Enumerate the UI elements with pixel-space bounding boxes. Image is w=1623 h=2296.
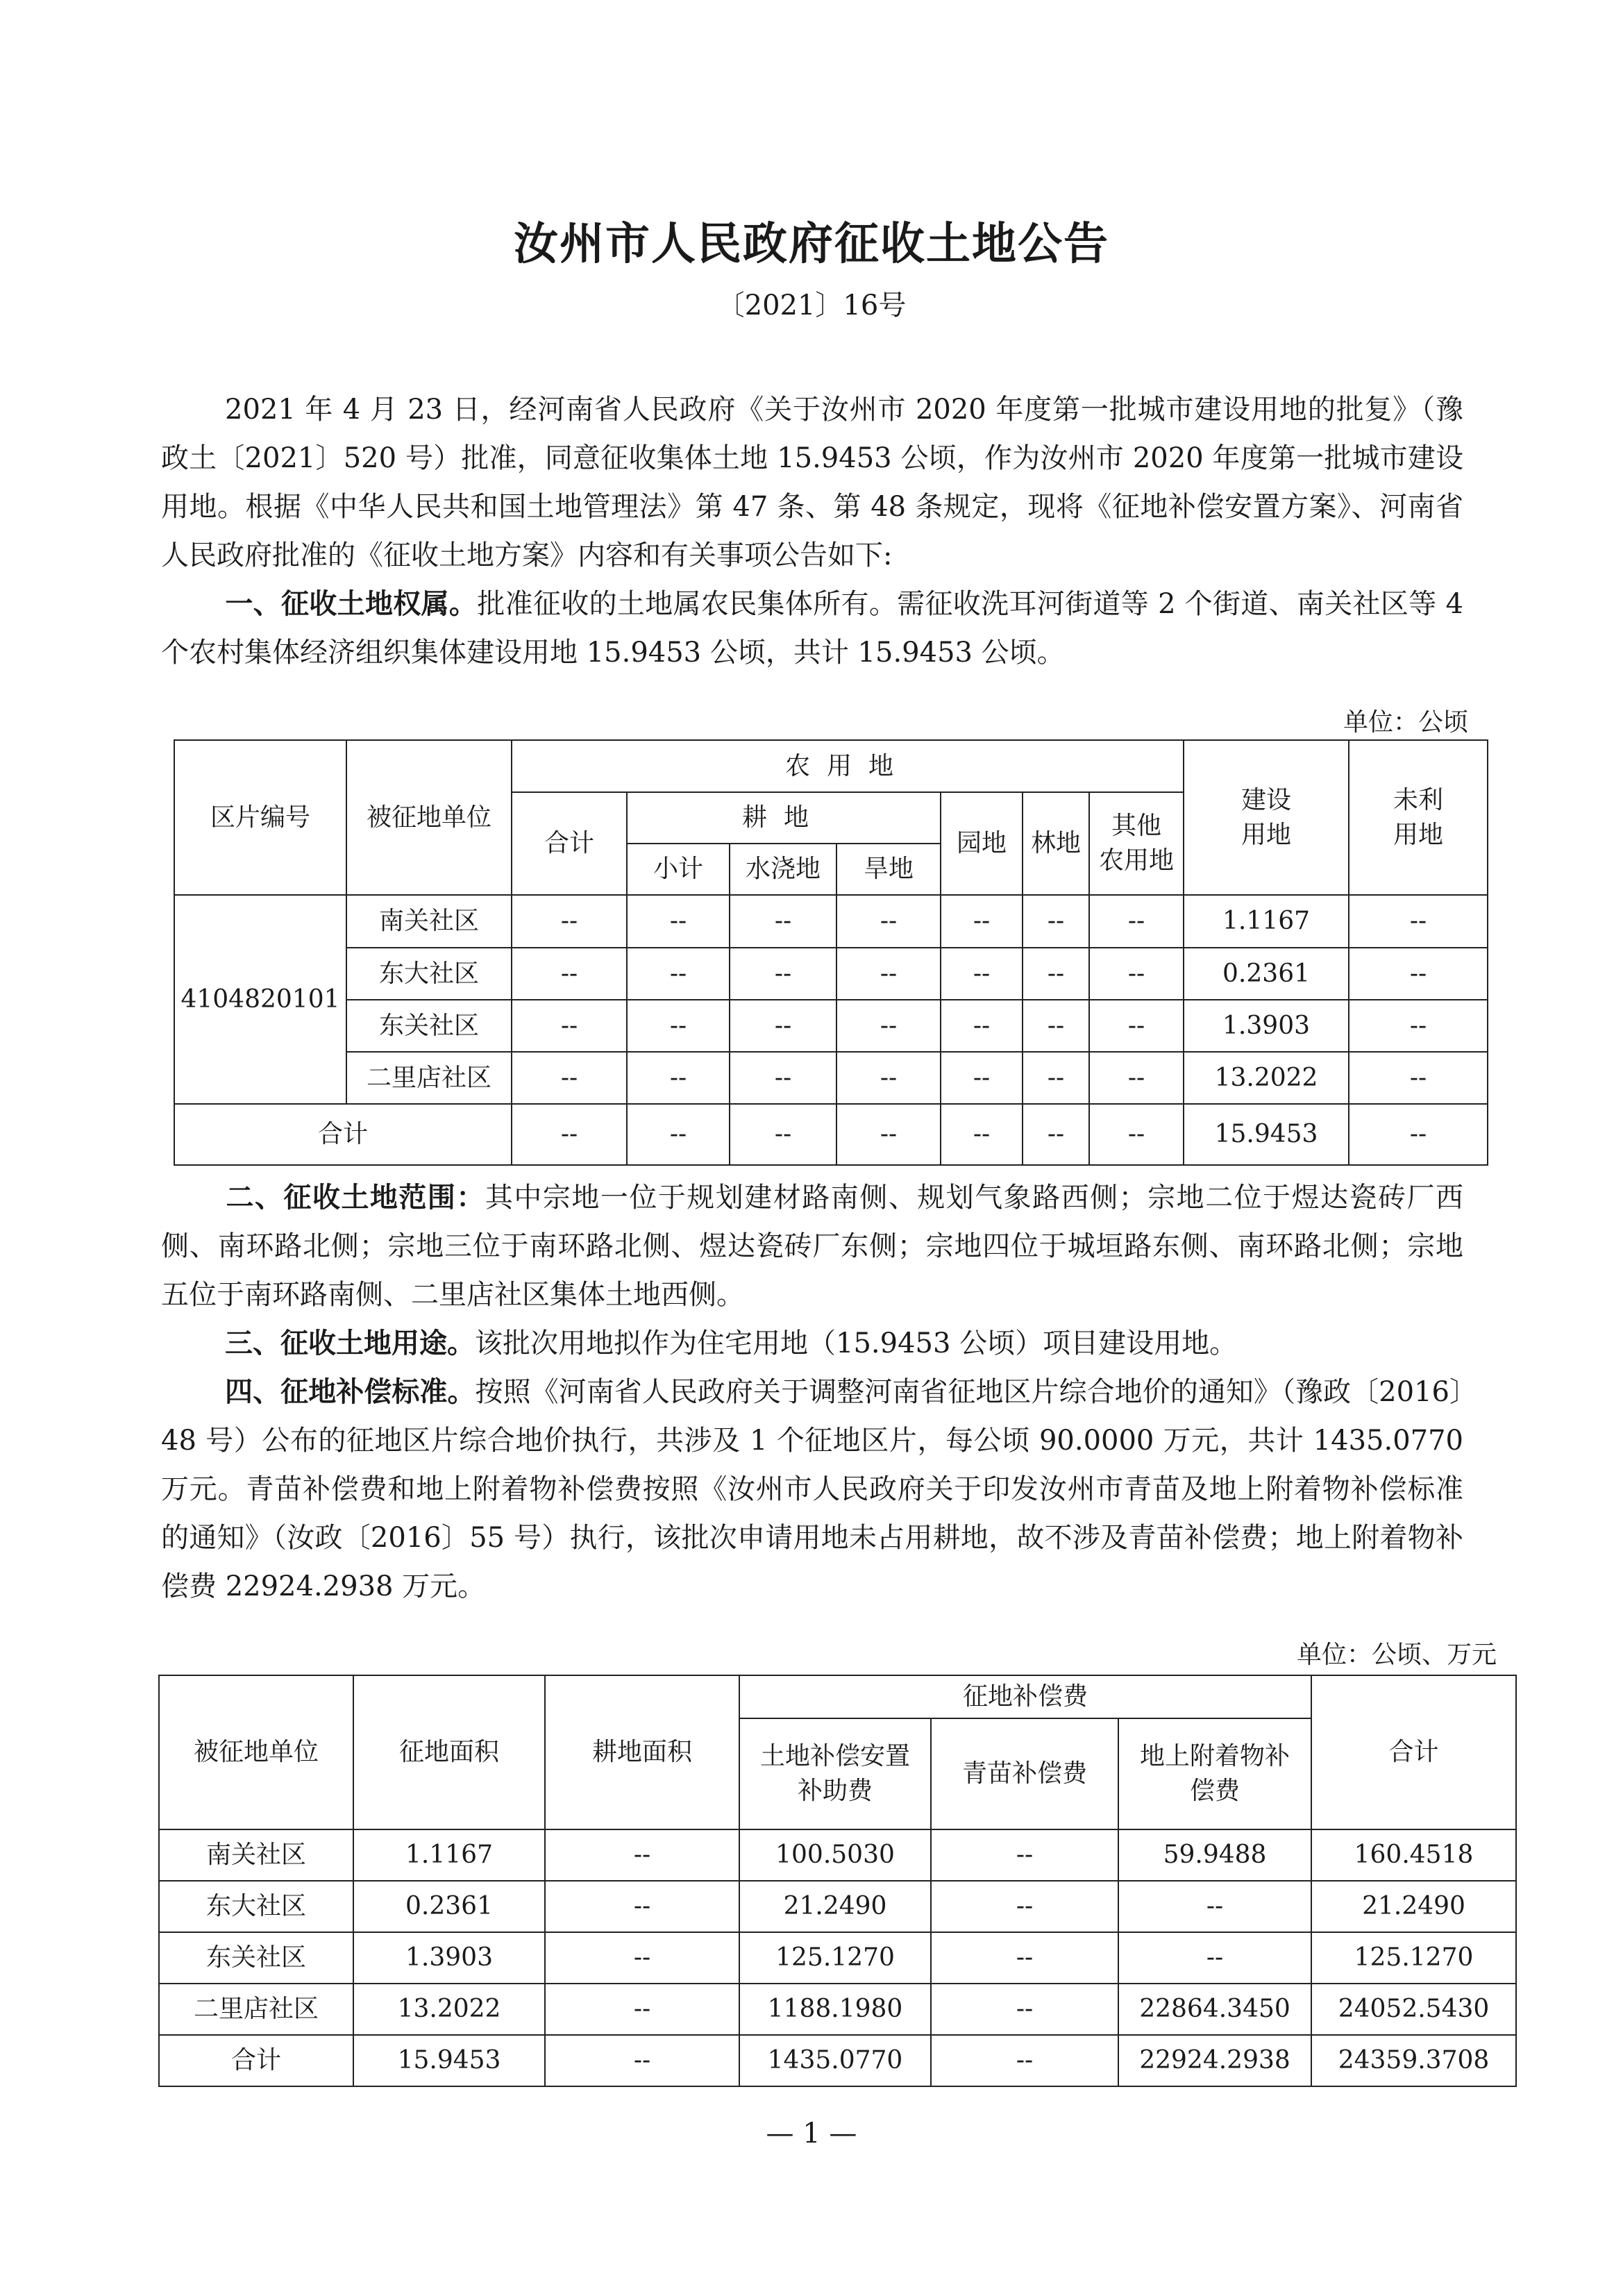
cell-area: 13.2022	[353, 1984, 545, 2035]
cell-unit: 东关社区	[346, 1000, 512, 1052]
header-other-agri-line-2: 农用地	[1099, 846, 1175, 875]
compensation-table	[158, 1675, 1517, 2087]
cell-garden: --	[941, 1052, 1023, 1104]
cell-cultivated-area: --	[545, 1881, 739, 1932]
cell-irrigated: --	[730, 1104, 836, 1165]
cell-crop-comp: --	[931, 1984, 1118, 2035]
cell-unit: 合计	[159, 2035, 353, 2086]
header-forest: 林地	[1023, 792, 1089, 895]
cell-cultivated-area: --	[545, 1829, 739, 1881]
cell-cultivated-area: --	[545, 1984, 739, 2035]
cell-other: --	[1089, 1000, 1184, 1052]
cell-forest: --	[1023, 1104, 1089, 1165]
intro-text: 2021 年 4 月 23 日，经河南省人民政府《关于汝州市 2020 年度第一批城市建设用地的批复》（豫政土〔2021〕520 号）批准，同意征收集体土地 15.9453 公顷，作为汝州市 2020 年度第一批城市建设用地。根据《中华人民共和国土地管理法》第 47 条、第 48 条规定，现将《征地补偿安置方案》、河南省人民政府批准的《征收土地方案》内容和有关事项公告如下:	[161, 394, 1463, 571]
cell-sum-label: 合计	[174, 1104, 512, 1165]
cell-crop-comp: --	[931, 1932, 1118, 1984]
cell-construction: 1.1167	[1184, 895, 1349, 948]
cell-land-comp: 100.5030	[739, 1829, 931, 1881]
cell-forest: --	[1023, 1000, 1089, 1052]
header-unit: 被征地单位	[159, 1675, 353, 1829]
cell-construction: 1.3903	[1184, 1000, 1349, 1052]
cell-dry: --	[836, 948, 941, 1000]
cell-subtotal: --	[627, 1000, 730, 1052]
header-cultivated: 耕地	[627, 792, 941, 844]
cell-cultivated-area: --	[545, 1932, 739, 1984]
cell-garden: --	[941, 1000, 1023, 1052]
header-cultivated-area: 耕地面积	[545, 1675, 739, 1829]
section-2-heading: 二、征收土地范围：	[225, 1182, 485, 1214]
cell-dry: --	[836, 1104, 941, 1165]
table-row	[159, 1829, 1516, 1881]
cell-attach-comp: --	[1118, 1932, 1311, 1984]
table-row	[159, 1932, 1516, 1984]
header-construction-line-1: 建设	[1241, 785, 1292, 814]
cell-area: 0.2361	[353, 1881, 545, 1932]
header-other-agri-line-1: 其他	[1111, 812, 1162, 840]
cell-land-comp: 1188.1980	[739, 1984, 931, 2035]
section-2	[161, 1173, 1463, 1319]
cell-unit: 东大社区	[159, 1881, 353, 1932]
cell-total: 24052.5430	[1311, 1984, 1516, 2035]
cell-total: --	[512, 1000, 627, 1052]
header-attach-comp-line-1: 地上附着物补	[1139, 1742, 1290, 1770]
header-agri: 农用地	[512, 740, 1184, 792]
cell-total: --	[512, 948, 627, 1000]
header-unused-line-2: 用地	[1393, 820, 1444, 849]
cell-cultivated-area: --	[545, 2035, 739, 2086]
cell-land-comp: 21.2490	[739, 1881, 931, 1932]
zone-code-cell: 4104820101	[174, 895, 346, 1104]
cell-irrigated: --	[730, 1000, 836, 1052]
section-1-heading: 一、征收土地权属。	[225, 588, 478, 620]
table-row	[174, 948, 1488, 1000]
header-unused	[1349, 740, 1488, 895]
cell-garden: --	[941, 948, 1023, 1000]
cell-dry: --	[836, 895, 941, 948]
cell-total: --	[512, 895, 627, 948]
intro-paragraph	[161, 385, 1463, 580]
header-unit: 被征地单位	[346, 740, 512, 895]
cell-unit: 南关社区	[346, 895, 512, 948]
table-row	[159, 1881, 1516, 1932]
header-attach-comp	[1118, 1718, 1311, 1829]
cell-total: 24359.3708	[1311, 2035, 1516, 2086]
cell-other: --	[1089, 1052, 1184, 1104]
cell-irrigated: --	[730, 895, 836, 948]
cell-unused: --	[1349, 895, 1488, 948]
cell-subtotal: --	[627, 948, 730, 1000]
table-row	[174, 895, 1488, 948]
header-area: 征地面积	[353, 1675, 545, 1829]
cell-unit: 二里店社区	[346, 1052, 512, 1104]
table-row	[174, 1000, 1488, 1052]
cell-crop-comp: --	[931, 1829, 1118, 1881]
header-construction	[1184, 740, 1349, 895]
section-2-text: 其中宗地一位于规划建材路南侧、规划气象路西侧；宗地二位于煜达瓷砖厂西侧、南环路北侧；宗地三位于南环路北侧、煜达瓷砖厂东侧；宗地四位于城垣路东侧、南环路北侧；宗地五位于南环路南侧、二里店社区集体土地西侧。	[161, 1182, 1464, 1311]
header-total: 合计	[512, 792, 627, 895]
cell-total: 160.4518	[1311, 1829, 1516, 1881]
cell-construction: 13.2022	[1184, 1052, 1349, 1104]
section-3-text: 该批次用地拟作为住宅用地（15.9453 公顷）项目建设用地。	[475, 1327, 1238, 1359]
cell-other: --	[1089, 895, 1184, 948]
cell-garden: --	[941, 895, 1023, 948]
table-row	[174, 1052, 1488, 1104]
section-4-heading: 四、征地补偿标准。	[225, 1376, 476, 1408]
cell-attach-comp: 22864.3450	[1118, 1984, 1311, 2035]
cell-total: 21.2490	[1311, 1881, 1516, 1932]
cell-unit: 东大社区	[346, 948, 512, 1000]
header-irrigated: 水浇地	[730, 844, 836, 895]
cell-unused: --	[1349, 948, 1488, 1000]
cell-area: 1.3903	[353, 1932, 545, 1984]
header-total: 合计	[1311, 1675, 1516, 1829]
cell-dry: --	[836, 1052, 941, 1104]
section-3-heading: 三、征收土地用途。	[225, 1327, 475, 1359]
header-attach-comp-line-2: 偿费	[1189, 1777, 1240, 1805]
header-garden: 园地	[941, 792, 1023, 895]
cell-forest: --	[1023, 948, 1089, 1000]
cell-area: 1.1167	[353, 1829, 545, 1881]
header-land-comp-line-1: 土地补偿安置	[759, 1742, 910, 1770]
table-sum-row	[159, 2035, 1516, 2086]
section-4	[161, 1368, 1463, 1611]
section-1-text: 批准征收的土地属农民集体所有。需征收洗耳河街道等 2 个街道、南关社区等 4 个农村集体经济组织集体建设用地 15.9453 公顷，共计 15.9453 公顷。	[161, 588, 1464, 669]
section-1	[161, 580, 1463, 677]
cell-garden: --	[941, 1104, 1023, 1165]
cell-unit: 南关社区	[159, 1829, 353, 1881]
header-unused-line-1: 未利	[1393, 785, 1444, 814]
cell-dry: --	[836, 1000, 941, 1052]
cell-forest: --	[1023, 1052, 1089, 1104]
table-2-unit: 单位：公顷、万元	[1297, 1641, 1497, 1669]
cell-other: --	[1089, 1104, 1184, 1165]
cell-construction: 0.2361	[1184, 948, 1349, 1000]
cell-total: --	[512, 1104, 627, 1165]
cell-irrigated: --	[730, 1052, 836, 1104]
cell-other: --	[1089, 948, 1184, 1000]
page-number: — 1 —	[766, 2118, 857, 2150]
header-construction-line-2: 用地	[1241, 820, 1292, 849]
header-crop-comp: 青苗补偿费	[931, 1718, 1118, 1829]
cell-total: --	[512, 1052, 627, 1104]
header-dry: 旱地	[836, 844, 941, 895]
cell-land-comp: 125.1270	[739, 1932, 931, 1984]
table-sum-row	[174, 1104, 1488, 1165]
header-land-comp	[739, 1718, 931, 1829]
section-4-text: 按照《河南省人民政府关于调整河南省征地区片综合地价的通知》（豫政〔2016〕48 号）公布的征地区片综合地价执行，共涉及 1 个征地区片，每公顷 90.0000 万元，共计 1435.0770 万元。青苗补偿费和地上附着物补偿费按照《汝州市人民政府关于印发汝州市青苗及地上附着物补偿标准的通知》（汝政〔2016〕55 号）执行，该批次申请用地未占用耕地，故不涉及青苗补偿费；地上附着物补偿费 22924.2938 万元。	[161, 1376, 1464, 1602]
cell-subtotal: --	[627, 895, 730, 948]
cell-unit: 东关社区	[159, 1932, 353, 1984]
cell-unit: 二里店社区	[159, 1984, 353, 2035]
page-title: 汝州市人民政府征收土地公告	[514, 218, 1109, 270]
cell-forest: --	[1023, 895, 1089, 948]
cell-attach-comp: 22924.2938	[1118, 2035, 1311, 2086]
header-subtotal: 小计	[627, 844, 730, 895]
table-row	[159, 1984, 1516, 2035]
cell-crop-comp: --	[931, 1881, 1118, 1932]
table-1-unit: 单位：公顷	[1343, 708, 1469, 737]
section-3	[161, 1319, 1463, 1368]
header-land-comp-line-2: 补助费	[797, 1777, 873, 1805]
cell-subtotal: --	[627, 1052, 730, 1104]
cell-attach-comp: 59.9488	[1118, 1829, 1311, 1881]
cell-area: 15.9453	[353, 2035, 545, 2086]
header-compensation: 征地补偿费	[739, 1675, 1311, 1718]
land-ownership-table	[174, 739, 1488, 1166]
cell-attach-comp: --	[1118, 1881, 1311, 1932]
cell-total: 125.1270	[1311, 1932, 1516, 1984]
cell-unused: --	[1349, 1000, 1488, 1052]
cell-unused: --	[1349, 1052, 1488, 1104]
header-zone-code: 区片编号	[174, 740, 346, 895]
cell-unused: --	[1349, 1104, 1488, 1165]
cell-crop-comp: --	[931, 2035, 1118, 2086]
document-number: 〔2021〕16号	[716, 290, 907, 321]
cell-land-comp: 1435.0770	[739, 2035, 931, 2086]
header-other-agri	[1089, 792, 1184, 895]
cell-irrigated: --	[730, 948, 836, 1000]
cell-subtotal: --	[627, 1104, 730, 1165]
cell-construction: 15.9453	[1184, 1104, 1349, 1165]
